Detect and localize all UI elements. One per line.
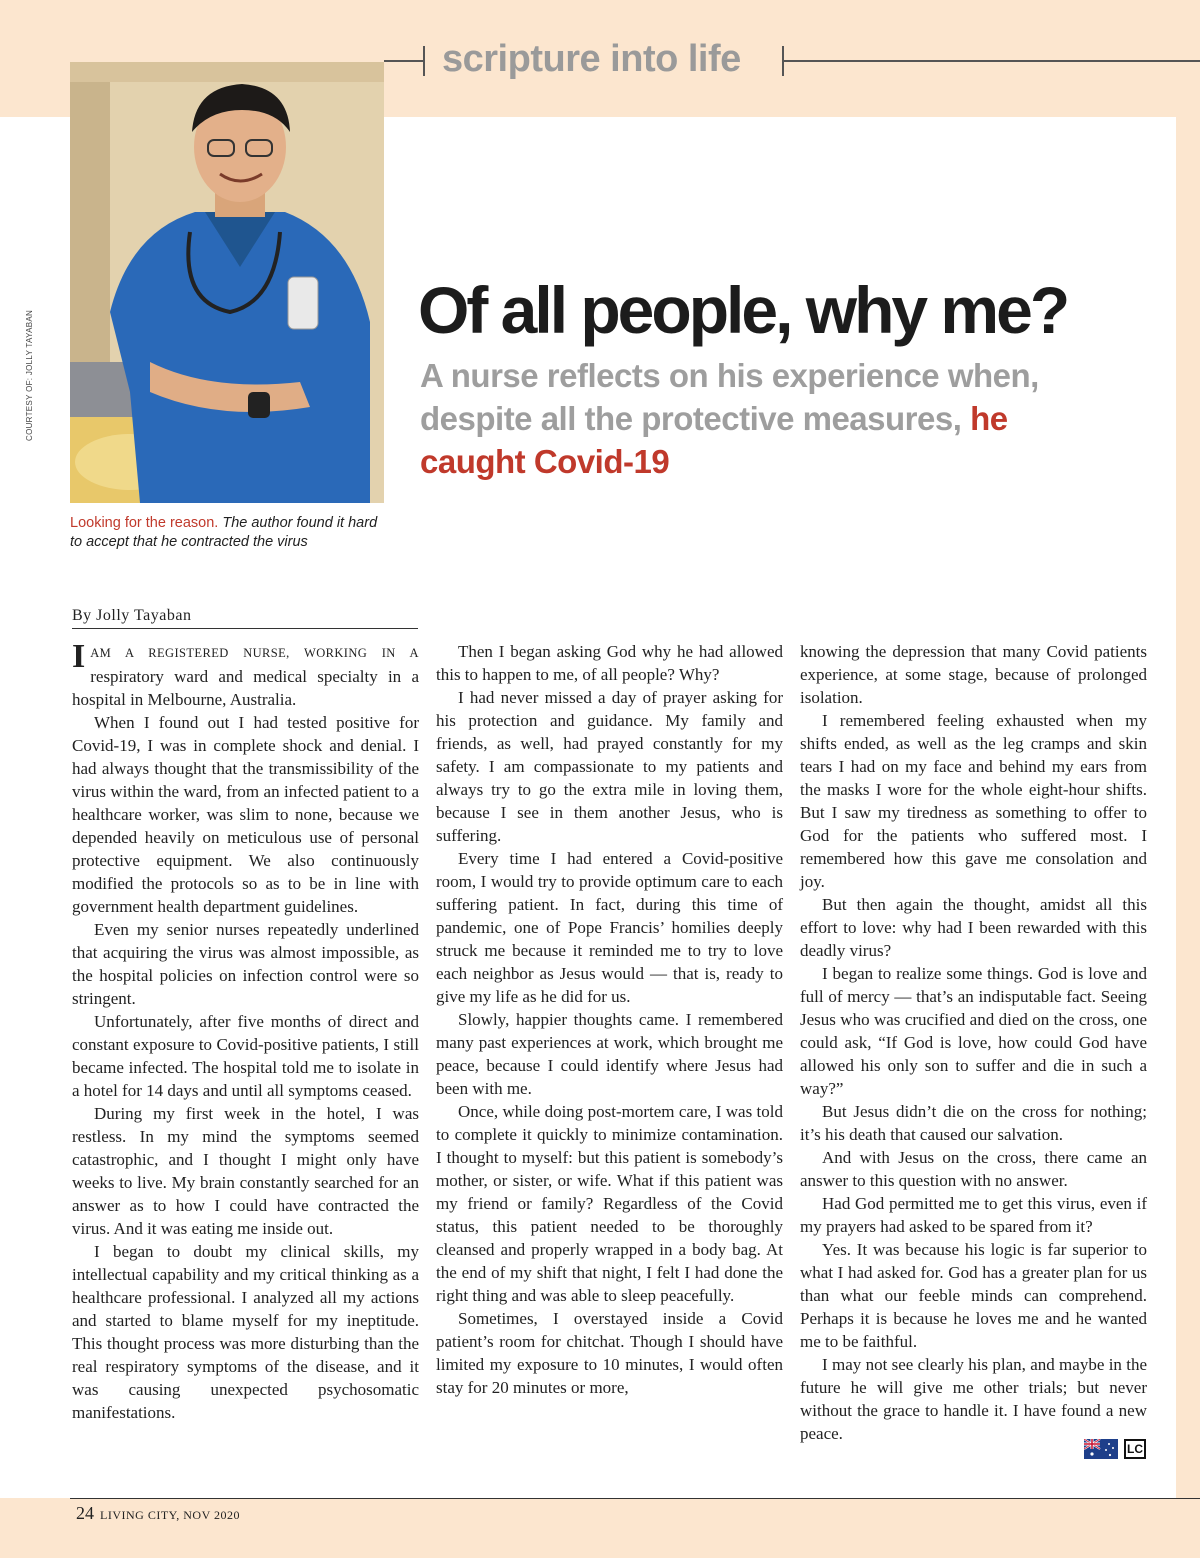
subhead-gray: A nurse reflects on his experience when, despite all the protective measures, (420, 357, 1039, 437)
paragraph: Unfortunately, after five months of direct and constant exposure to Covid-positive patients, I still became infected. The hospital told me to isolate in a hotel for 14 days and until all symptoms ceased. (72, 1012, 419, 1100)
photo-credit: COURTESY OF: JOLLY TAYABAN (25, 309, 34, 441)
paragraph: Then I began asking God why he had allowed this to happen to me, of all people? Why? (436, 642, 783, 684)
author-photo (70, 62, 384, 503)
caption-lead: Looking for the reason. (70, 515, 219, 531)
paragraph: Sometimes, I overstayed inside a Covid patient’s room for chitchat. Though I should have limited my exposure to 10 minutes, I would often stay for 20 minutes or more, (436, 1309, 783, 1397)
publication-info: LIVING CITY, NOV 2020 (100, 1508, 241, 1522)
byline-name: Jolly Tayaban (96, 607, 192, 624)
paragraph: Slowly, happier thoughts came. I remembered many past experiences at work, which brought me peace, because I could identify where Jesus had been with me. (436, 1010, 783, 1098)
article-headline: Of all people, why me? (418, 273, 1068, 347)
photo-caption (70, 514, 390, 552)
paragraph: When I found out I had tested positive for Covid-19, I was in complete shock and denial. I had always thought that the transmissibility of the virus within the ward, from an infected patient to a healthcare worker, was slim to none, because we depended heavily on meticulous use of personal protective equipment. We also continuously modified the protocols so as to be in line with government health department guidelines. (72, 713, 419, 916)
page-footer (76, 1503, 240, 1524)
article-column-2 (436, 640, 783, 1399)
section-tick-left (423, 46, 425, 76)
author-photo-illustration (70, 62, 384, 503)
paragraph: But then again the thought, amidst all this effort to love: why had I been rewarded with this deadly virus? (800, 895, 1147, 960)
paragraph: Yes. It was because his logic is far superior to what I had asked for. God has a greater plan for us than what our feeble minds can comprehend. Perhaps it is because he loves me and he wanted me to be faithful. (800, 1240, 1147, 1351)
paragraph: Had God permitted me to get this virus, even if my prayers had asked to be spared from it? (800, 1194, 1147, 1236)
end-marks (1084, 1439, 1146, 1459)
paragraph: I may not see clearly his plan, and maybe in the future he will give me other trials; but never without the grace to handle it. I have found a new peace. (800, 1355, 1147, 1443)
section-rule-left (384, 60, 424, 62)
page-number: 24 (76, 1503, 94, 1523)
paragraph: I remembered feeling exhausted when my shifts ended, as well as the leg cramps and skin tears I had on my face and behind my ears from the masks I wore for the whole eight-hour shifts. But I saw my tiredness as something to offer to God for the patients who suffered most. I remembered how this gave me consolation and joy. (800, 711, 1147, 891)
section-rule-right (782, 60, 1200, 62)
lc-logo-icon: LC (1124, 1439, 1146, 1459)
drop-cap: I (72, 638, 86, 675)
footer-rule (70, 1498, 1200, 1499)
lead-smallcaps: AM A REGISTERED NURSE, WORKING IN A (90, 646, 419, 660)
article-column-1 (72, 640, 419, 1424)
paragraph-continued: knowing the depression that many Covid patients experience, at some stage, because of prolonged isolation. (800, 642, 1147, 707)
lead-paragraph (72, 640, 419, 711)
paragraph: Once, while doing post-mortem care, I was told to complete it quickly to minimize contamination. I thought to myself: but this patient is somebody’s mother, or sister, or wife. What if this patient was my friend or family? Regardless of the Covid status, this patient needed to be thoroughly cleansed and properly wrapped in a body bag. At the end of my shift that night, I felt I had done the right thing and was able to sleep peacefully. (436, 1102, 783, 1305)
subhead-red: he caught Covid-19 (420, 400, 1008, 480)
australia-flag-icon (1084, 1439, 1118, 1459)
section-title: scripture into life (442, 38, 741, 80)
article-subhead (420, 354, 1040, 483)
paragraph: I began to realize some things. God is love and full of mercy — that’s an indisputable fact. Seeing Jesus who was crucified and died on the cross, one could ask, “If God is love, how could God have allowed his only son to suffer and die in such a way?” (800, 964, 1147, 1098)
paragraph: During my first week in the hotel, I was restless. In my mind the symptoms seemed catastrophic, and I thought I might only have weeks to live. My brain constantly searched for an answer as to how I could have contracted the virus. And it was eating me inside out. (72, 1104, 419, 1238)
byline-by: By (72, 607, 92, 624)
caption-text: The author found it hard to accept that he contracted the virus (70, 515, 378, 550)
paragraph: I had never missed a day of prayer asking for his protection and guidance. My family and friends, as well, had prayed constantly for my safety. I am compassionate to my patients and always try to go the extra mile in loving them, because I see in them another Jesus, who is suffering. (436, 688, 783, 845)
paragraph: And with Jesus on the cross, there came an answer to this question with no answer. (800, 1148, 1147, 1190)
article-column-3 (800, 640, 1147, 1445)
paragraph: Every time I had entered a Covid-positive room, I would try to provide optimum care to each suffering patient. In fact, during this time of pandemic, one of Pope Francis’ homilies deeply struck me because it reminded me to try to love each neighbor as Jesus would — that is, ready to give my life as he did for us. (436, 849, 783, 1006)
paragraph: I began to doubt my clinical skills, my intellectual capability and my critical thinking as a healthcare professional. I analyzed all my actions and started to blame myself for my ineptitude. This thought process was more disturbing than the real respiratory symptoms of the disease, and it was causing unexpected psychosomatic manifestations. (72, 1242, 419, 1422)
lead-text: respiratory ward and medical specialty in a hospital in Melbourne, Australia. (72, 667, 419, 709)
paragraph: Even my senior nurses repeatedly underlined that acquiring the virus was almost impossible, as the hospital policies on infection control were so stringent. (72, 920, 419, 1008)
byline (72, 607, 418, 629)
paragraph: But Jesus didn’t die on the cross for nothing; it’s his death that caused our salvation. (800, 1102, 1147, 1144)
